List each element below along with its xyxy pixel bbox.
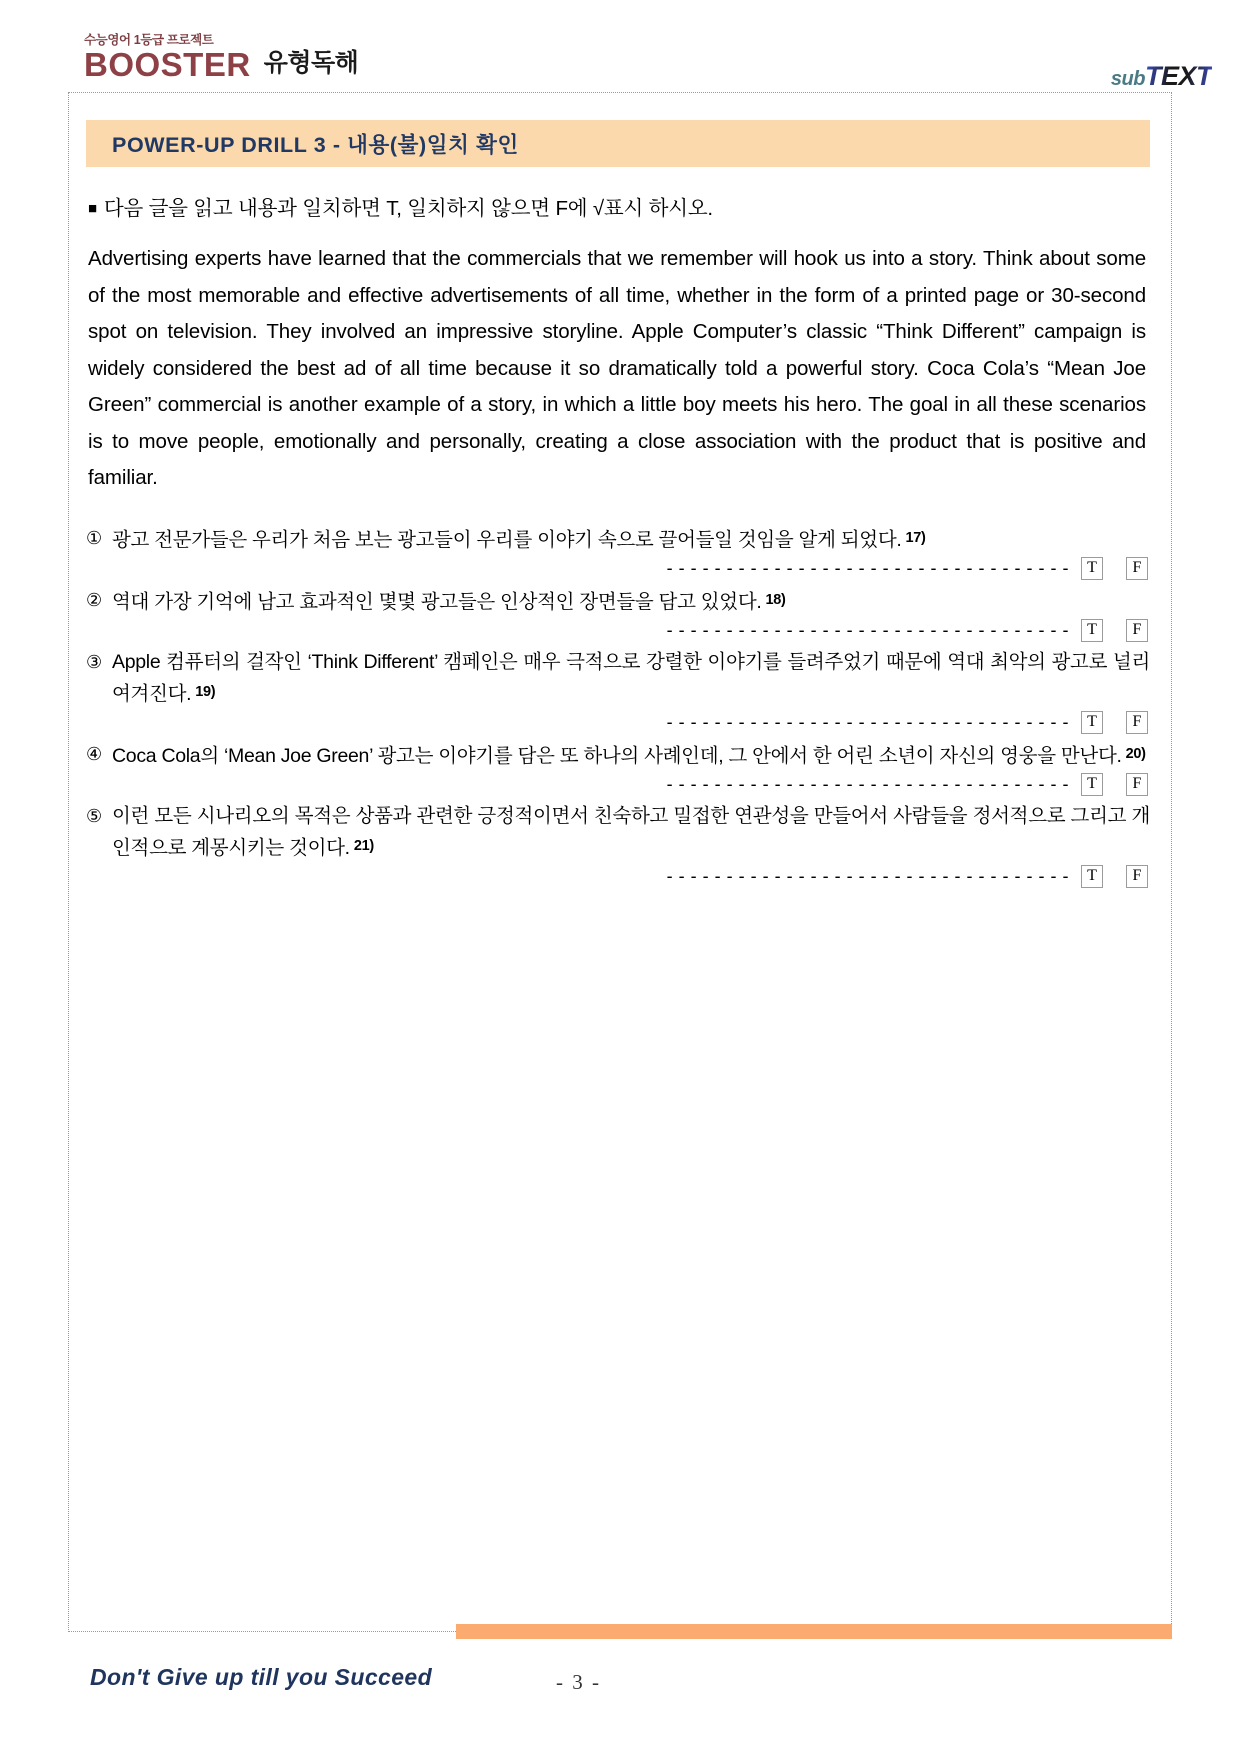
answer-dashed-line: - - - - - - - - - - - - - - - - - - - - - - - - - - - - - - - - - - — [666, 619, 1069, 640]
brand-name: BOOSTER — [84, 45, 251, 83]
false-checkbox[interactable]: F — [1126, 711, 1148, 734]
false-checkbox[interactable]: F — [1126, 557, 1148, 580]
question-item-1 — [86, 523, 1150, 580]
brand-logo — [84, 33, 359, 83]
answer-dashed-line: - - - - - - - - - - - - - - - - - - - - - - - - - - - - - - - - - - — [666, 557, 1069, 578]
answer-dashed-line: - - - - - - - - - - - - - - - - - - - - - - - - - - - - - - - - - - — [666, 711, 1069, 732]
true-checkbox[interactable]: T — [1081, 865, 1103, 888]
question-footnote: 20) — [1125, 745, 1146, 762]
question-text: 광고 전문가들은 우리가 처음 보는 광고들이 우리를 이야기 속으로 끌어들일 것임을 알게 되었다. $^{17)}$ — [112, 528, 926, 551]
instruction-line — [88, 191, 1150, 221]
footer-accent-bar — [456, 1624, 1172, 1639]
subtext-logo-sub: sub — [1110, 68, 1145, 90]
question-list — [86, 523, 1150, 888]
subtext-logo-main: TEXT — [1144, 61, 1212, 91]
question-footnote: 17) — [905, 529, 926, 546]
page-header — [0, 34, 1240, 96]
answer-dashed-line: - - - - - - - - - - - - - - - - - - - - - - - - - - - - - - - - - - — [666, 865, 1069, 886]
reading-passage: Advertising experts have learned that the commercials that we remember will hook us into a story. Think about some of the most memorable and effective advertisements of all time, whether in the form of a printed page or 30-second spot on television. They involved an impressive storyline. Apple Computer’s classic “Think Different” campaign is widely considered the best ad of all time because it so dramatically told a powerful story. Coca Cola’s “Mean Joe Green” commercial is another example of a story, in which a little boy meets his hero. The goal in all these scenarios is to move people, emotionally and personally, creating a close association with the product that is positive and familiar. — [88, 247, 1146, 489]
question-line — [86, 585, 1150, 617]
brand-tagline: 수능영어 1등급 프로젝트 — [84, 33, 214, 47]
question-line — [86, 647, 1150, 709]
true-false-row — [86, 865, 1150, 888]
drill-title-bar — [86, 120, 1150, 167]
question-footnote: 18) — [765, 591, 786, 608]
question-text: 이런 모든 시나리오의 목적은 상품과 관련한 긍정적이면서 친숙하고 밀접한 연관성을 만들어서 사람들을 정서적으로 그리고 개인적으로 계몽시키는 것이다. $^{21)}$ — [112, 804, 1150, 859]
false-checkbox[interactable]: F — [1126, 773, 1148, 796]
instruction-text: 다음 글을 읽고 내용과 일치하면 T, 일치하지 않으면 F에 √표시 하시오. — [103, 197, 713, 220]
drill-title: POWER-UP DRILL 3 - 내용(불)일치 확인 — [112, 133, 519, 157]
question-number: ① — [86, 527, 102, 548]
question-footnote: 21) — [353, 837, 374, 854]
true-checkbox[interactable]: T — [1081, 619, 1103, 642]
question-text: 역대 가장 기억에 남고 효과적인 몇몇 광고들은 인상적인 장면들을 담고 있었다. $^{18)}$ — [112, 590, 786, 613]
true-false-row — [86, 711, 1150, 734]
false-checkbox[interactable]: F — [1126, 619, 1148, 642]
question-text: Coca Cola의 ‘Mean Joe Green’ 광고는 이야기를 담은 또 하나의 사례인데, 그 안에서 한 어린 소년이 자신의 영웅을 만난다. $^{20)}$ — [112, 744, 1146, 767]
brand-stack — [84, 33, 251, 83]
question-text: Apple 컴퓨터의 걸작인 ‘Think Different’ 캠페인은 매우 극적으로 강렬한 이야기를 들려주었기 때문에 역대 최악의 광고로 널리 여겨진다. $^{19)}$ — [112, 650, 1150, 705]
question-item-4 — [86, 739, 1150, 796]
false-checkbox[interactable]: F — [1126, 865, 1148, 888]
question-line — [86, 523, 1150, 555]
true-false-row — [86, 619, 1150, 642]
question-item-5 — [86, 801, 1150, 888]
true-checkbox[interactable]: T — [1081, 711, 1103, 734]
answer-dashed-line: - - - - - - - - - - - - - - - - - - - - - - - - - - - - - - - - - - — [666, 773, 1069, 794]
question-item-2 — [86, 585, 1150, 642]
true-false-row — [86, 557, 1150, 580]
bullet-square-icon: ■ — [88, 200, 97, 217]
worksheet-content — [86, 120, 1150, 893]
question-number: ⑤ — [86, 805, 102, 826]
question-line — [86, 801, 1150, 863]
subtext-logo — [1111, 61, 1212, 92]
question-item-3 — [86, 647, 1150, 734]
question-line — [86, 739, 1150, 771]
question-number: ② — [86, 589, 102, 610]
true-false-row — [86, 773, 1150, 796]
footer-slogan: Don't Give up till you Succeed — [90, 1664, 433, 1690]
page-number: - 3 - — [556, 1670, 601, 1694]
question-number: ③ — [86, 651, 102, 672]
brand-subtitle: 유형독해 — [263, 48, 359, 77]
question-number: ④ — [86, 743, 102, 764]
question-footnote: 19) — [195, 683, 216, 700]
true-checkbox[interactable]: T — [1081, 557, 1103, 580]
true-checkbox[interactable]: T — [1081, 773, 1103, 796]
